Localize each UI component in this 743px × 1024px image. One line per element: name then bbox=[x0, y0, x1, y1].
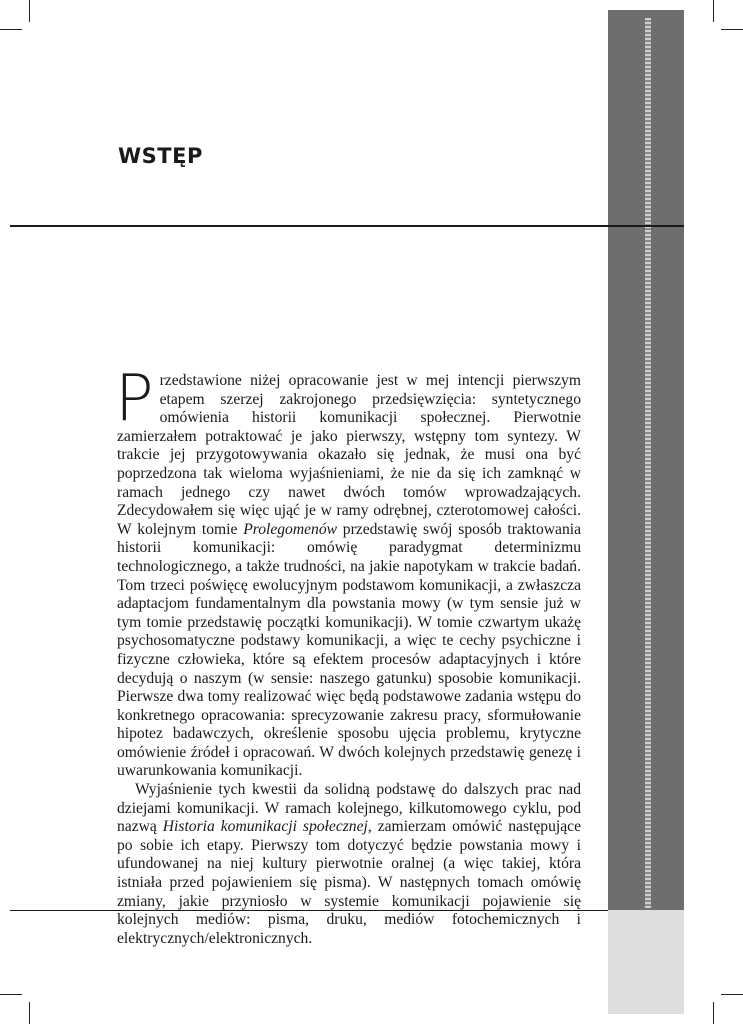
paragraph-2 bbox=[117, 781, 581, 948]
crop-mark bbox=[721, 29, 743, 30]
crop-mark bbox=[29, 0, 30, 22]
crop-mark bbox=[713, 0, 714, 22]
body-text bbox=[115, 362, 581, 947]
book-title-italic: Prolegomenów bbox=[243, 520, 338, 538]
crop-mark bbox=[721, 994, 743, 995]
crop-mark bbox=[713, 1002, 714, 1024]
paragraph-1-text-cont: przedstawię swój sposób traktowania historii komunikacji: omówię paradygmat determinizmu technologicznego, a także trudności, na jakie napotykam w trakcie badań. Tom trzeci poświęcę ewolucyjnym podstawom komunikacji, a zwłaszcza adaptacjom fundamentalnym dla powstania mowy (w tym sensie już w tym tomie przedstawię początki komunikacji). W tomie czwartym ukażę psychosomatyczne podstawy komunikacji, a więc te cechy psychiczne i fizyczne człowieka, które są efektem procesów adaptacyjnych i które decydują o naszym (w sensie: naszego gatunku) sposobie komunikacji. Pierwsze dwa tomy realizować więc będą podstawowe zadania wstępu do konkretnego opracowania: sprecyzowanie zakresu pracy, sformułowanie hipotez badawczych, określenie sposobu ujęcia problemu, krytyczne omówienie źródeł i opracowań. W dwóch kolejnych przedstawię genezę i uwarunkowania komunikacji. bbox=[117, 520, 581, 780]
crop-mark bbox=[0, 29, 22, 30]
series-title-italic: Historia komunikacji społecznej bbox=[162, 818, 368, 836]
crop-mark bbox=[29, 1002, 30, 1024]
thumb-tab-stripe bbox=[645, 18, 651, 908]
drop-cap: P bbox=[115, 362, 154, 436]
paragraph-2-text-cont: , zamierzam omówić następujące po sobie ich etapy. Pierwszy tom dotyczyć będzie powstania mowy i ufundowanej na niej kultury pierwotnie oralnej (a więc takiej, która istniała przed pojawieniem się pisma). W następnych tomach omówię zmiany, jakie przyniosło w systemie komunikacji pojawienie się kolejnych mediów: pisma, druku, mediów fotochemicznych i elektrycznych/elektronicznych. bbox=[117, 818, 581, 947]
paragraph-1 bbox=[115, 362, 581, 781]
crop-mark bbox=[0, 994, 22, 995]
thumb-tab-lower bbox=[608, 910, 684, 1014]
title-rule bbox=[10, 225, 684, 227]
footer-rule bbox=[10, 910, 608, 911]
paragraph-2-text: Wyjaśnienie tych kwestii da solidną podstawę do dalszych prac nad dziejami komunikacji. W ramach kolejnego, kilkutomowego cyklu, pod nazwą bbox=[117, 781, 581, 836]
chapter-title: WSTĘP bbox=[118, 144, 203, 168]
paragraph-1-text: rzedstawione niżej opracowanie jest w mej intencji pierwszym etapem szerzej zakrojonego przedsięwzięcia: syntetycznego omówienia historii komunikacji społecznej. Pierwotnie zamierzałem potraktować je jako pierwszy, wstępny tom syntezy. W trakcie jej przygotowywania okazało się jednak, że musi ona być poprzedzona tak wieloma wyjaśnieniami, że nie da się ich zamknąć w ramach jednego czy nawet dwóch tomów wprowadzających. Zdecydowałem się więc ująć je w ramy odrębnej, czterotomowej całości. W kolejnym tomie bbox=[117, 372, 581, 538]
